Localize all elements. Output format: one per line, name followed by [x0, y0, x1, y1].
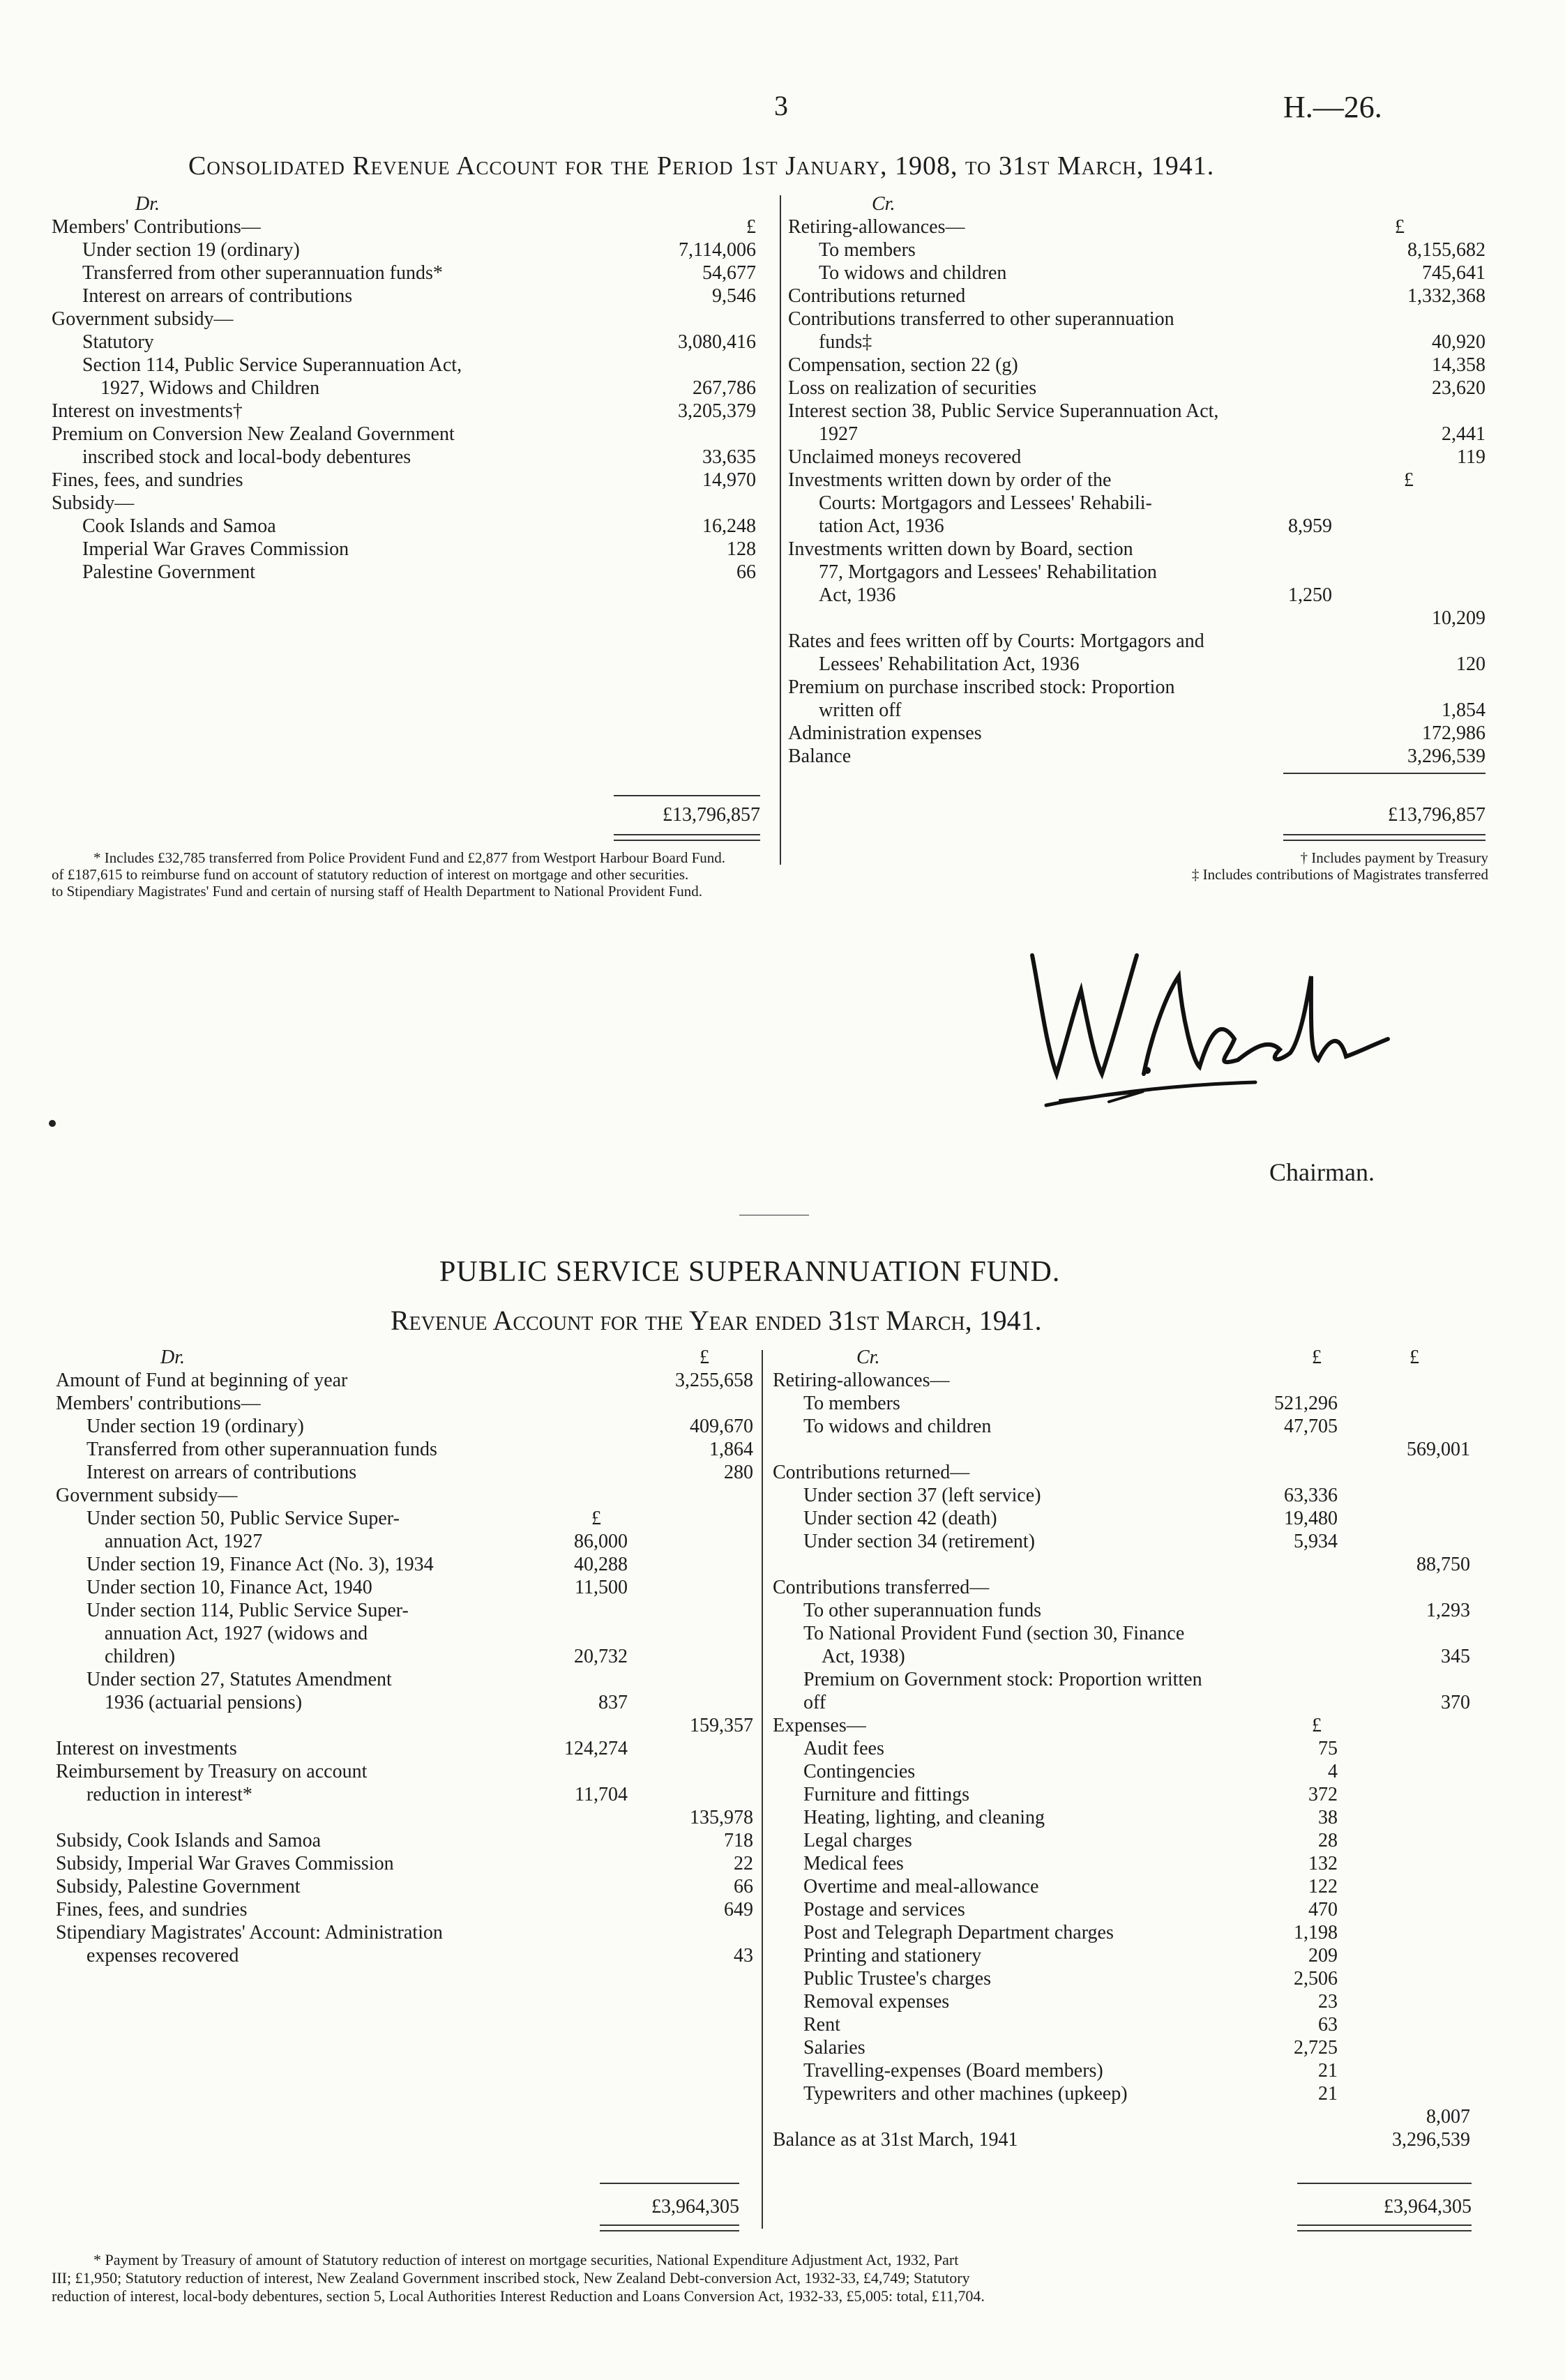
currency-symbol: £	[1312, 1715, 1322, 1736]
section-heading: Government subsidy—	[56, 1485, 238, 1506]
section-heading: Contributions transferred—	[773, 1577, 990, 1598]
currency-symbol: £	[700, 1347, 709, 1368]
expense-row	[773, 1898, 1470, 1921]
double-rule	[600, 2224, 739, 2231]
rule	[1283, 773, 1485, 774]
double-rule	[1297, 2224, 1472, 2231]
line-label: Amount of Fund at beginning of year	[56, 1370, 348, 1391]
line-label: annuation Act, 1927 (widows and	[105, 1623, 368, 1644]
expense-row	[773, 1967, 1470, 1990]
line-value: 7,114,006	[679, 239, 756, 261]
line-label: Under section 50, Public Service Super-	[86, 1508, 400, 1529]
line-label: children)	[105, 1646, 176, 1667]
line-value: 11,500	[575, 1577, 628, 1598]
expense-value: 122	[1308, 1876, 1338, 1897]
subtotal-value: 88,750	[1416, 1554, 1470, 1575]
fund-title: PUBLIC SERVICE SUPERANNUATION FUND.	[439, 1256, 1061, 1288]
line-value: 14,358	[1432, 354, 1485, 376]
expense-row	[773, 1944, 1470, 1967]
line-value: 22	[734, 1853, 753, 1874]
line-value: 47,705	[1284, 1416, 1338, 1437]
expense-label: Typewriters and other machines (upkeep)	[803, 2083, 1128, 2105]
line-label: Premium on Government stock: Proportion written	[803, 1669, 1202, 1690]
section-heading: Retiring-allowances—	[788, 216, 965, 238]
cr-label: Cr.	[856, 1347, 880, 1368]
line-value: 2,441	[1442, 423, 1485, 445]
line-label: Under section 19 (ordinary)	[86, 1416, 304, 1437]
line-value: 409,670	[690, 1416, 753, 1437]
line-label: Under section 10, Finance Act, 1940	[86, 1577, 372, 1598]
footnote: * Payment by Treasury of amount of Statutory reduction of interest on mortgage securities, National Expenditure Adjustment Act, 1932, Part	[93, 2251, 959, 2268]
line-label: Balance	[788, 745, 852, 767]
line-label: Contributions returned	[788, 285, 966, 307]
line-label: Subsidy, Palestine Government	[56, 1876, 301, 1897]
line-value: 128	[727, 538, 756, 560]
section-heading: Members' Contributions—	[52, 216, 261, 238]
line-value: 649	[724, 1899, 753, 1920]
line-value: 3,255,658	[675, 1370, 753, 1391]
line-value: 119	[1457, 446, 1485, 468]
subtotal-value: 10,209	[1432, 607, 1485, 629]
line-value: 718	[724, 1830, 753, 1851]
line-value: 66	[734, 1876, 753, 1897]
footnote: † Includes payment by Treasury	[1300, 849, 1488, 866]
line-value: 66	[736, 561, 756, 583]
section-heading: Retiring-allowances—	[773, 1370, 950, 1391]
fund-cr-total: £3,964,305	[1384, 2196, 1472, 2218]
footnote: ‡ Includes contributions of Magistrates transferred	[1191, 866, 1488, 883]
line-label: To members	[803, 1393, 900, 1414]
line-label: funds‡	[819, 331, 872, 353]
expense-value: 372	[1308, 1784, 1338, 1805]
line-label: 1927	[819, 423, 858, 445]
line-label: Statutory	[82, 331, 154, 353]
line-value: 1,332,368	[1407, 285, 1485, 307]
expense-label: Removal expenses	[803, 1991, 950, 2013]
footnote: of £187,615 to reimburse fund on account of statutory reduction of interest on mortgage and other securities.	[52, 866, 689, 883]
currency-symbol: £	[746, 216, 756, 238]
line-value: 837	[598, 1692, 628, 1713]
line-label: reduction in interest*	[86, 1784, 252, 1805]
section-heading: Members' contributions—	[56, 1393, 261, 1414]
expense-row	[773, 1829, 1470, 1852]
expense-value: 23	[1318, 1991, 1338, 2013]
line-label: Subsidy, Imperial War Graves Commission	[56, 1853, 394, 1874]
line-value: 14,970	[702, 469, 756, 491]
line-value: 8,155,682	[1407, 239, 1485, 261]
line-value: 5,934	[1294, 1531, 1338, 1552]
line-value: 345	[1441, 1646, 1470, 1667]
line-value: 172,986	[1422, 722, 1485, 744]
subtotal-value: 135,978	[690, 1807, 753, 1828]
currency-symbol: £	[591, 1508, 601, 1529]
line-value: 3,296,539	[1392, 2129, 1470, 2151]
section-heading: Government subsidy—	[52, 308, 234, 330]
line-label: Act, 1936	[819, 584, 896, 606]
line-value: 3,296,539	[1407, 745, 1485, 767]
fund-subtitle: Revenue Account for the Year ended 31st March, 1941.	[391, 1305, 1042, 1336]
line-label: Under section 27, Statutes Amendment	[86, 1669, 392, 1690]
line-label: tation Act, 1936	[819, 515, 944, 537]
signature	[1004, 934, 1395, 1116]
line-label: Under section 114, Public Service Super-	[86, 1600, 409, 1621]
line-value: 43	[734, 1945, 753, 1966]
consolidated-cr-total: £13,796,857	[1388, 804, 1485, 826]
line-label: To members	[819, 239, 916, 261]
fund-footnote	[52, 2251, 1488, 2305]
expense-label: Postage and services	[803, 1899, 965, 1920]
line-value: 23,620	[1432, 377, 1485, 399]
line-label: Interest on arrears of contributions	[86, 1462, 357, 1483]
footnote: III; £1,950; Statutory reduction of interest, New Zealand Government inscribed stock, New Zealand Debt-conversion Act, 1932-33, £4,749; Statutory	[52, 2269, 970, 2287]
expense-label: Audit fees	[803, 1738, 884, 1759]
line-value: 11,704	[575, 1784, 628, 1805]
double-rule	[614, 834, 760, 841]
expense-row	[773, 2013, 1470, 2036]
line-label: Compensation, section 22 (g)	[788, 354, 1018, 376]
line-label: annuation Act, 1927	[105, 1531, 263, 1552]
expense-label: Rent	[803, 2014, 840, 2036]
bullet-mark	[49, 1120, 56, 1127]
line-value: 267,786	[693, 377, 756, 399]
section-heading: Expenses—	[773, 1715, 866, 1736]
footnotes	[52, 849, 1488, 900]
expense-label: Post and Telegraph Department charges	[803, 1922, 1114, 1943]
line-label: Under section 19, Finance Act (No. 3), 1934	[86, 1554, 434, 1575]
line-label: To other superannuation funds	[803, 1600, 1041, 1621]
line-value: 521,296	[1274, 1393, 1338, 1414]
line-label: To National Provident Fund (section 30, Finance	[803, 1623, 1185, 1644]
expenses-list	[773, 1737, 1470, 2105]
rule	[614, 795, 760, 796]
line-label: Premium on purchase inscribed stock: Proportion	[788, 676, 1175, 698]
line-label: 1927, Widows and Children	[100, 377, 320, 399]
line-value: 40,288	[574, 1554, 628, 1575]
subtotal-value: 569,001	[1407, 1439, 1470, 1460]
expense-label: Heating, lighting, and cleaning	[803, 1807, 1045, 1828]
line-label: Cook Islands and Samoa	[82, 515, 276, 537]
expense-row	[773, 1806, 1470, 1829]
rule	[1297, 2183, 1472, 2184]
line-value: 40,920	[1432, 331, 1485, 353]
subtotal-value: 159,357	[690, 1715, 753, 1736]
expense-row	[773, 1783, 1470, 1806]
line-value: 124,274	[564, 1738, 628, 1759]
double-rule	[1283, 834, 1485, 841]
page-number: 3	[774, 90, 788, 121]
line-label: written off	[819, 699, 902, 721]
expense-label: Printing and stationery	[803, 1945, 982, 1966]
chairman-label: Chairman.	[1269, 1158, 1375, 1186]
line-label: Premium on Conversion New Zealand Government	[52, 423, 455, 445]
fund-dr-column	[56, 1346, 753, 1967]
line-label: Fines, fees, and sundries	[52, 469, 243, 491]
line-value: 16,248	[702, 515, 756, 537]
expense-value: 21	[1318, 2083, 1338, 2105]
currency-symbol: £	[1395, 216, 1405, 238]
expense-row	[773, 1921, 1470, 1944]
line-label: Transferred from other superannuation funds*	[82, 262, 443, 284]
line-value: 20,732	[574, 1646, 628, 1667]
currency-symbol: £	[1312, 1347, 1322, 1368]
line-label: expenses recovered	[86, 1945, 239, 1966]
line-label: Fines, fees, and sundries	[56, 1899, 248, 1920]
line-label: Lessees' Rehabilitation Act, 1936	[819, 653, 1080, 675]
line-label: Interest on arrears of contributions	[82, 285, 353, 307]
line-label: To widows and children	[819, 262, 1007, 284]
line-label: Act, 1938)	[822, 1646, 905, 1667]
line-label: Under section 19 (ordinary)	[82, 239, 300, 261]
expense-row	[773, 1852, 1470, 1875]
expense-row	[773, 2059, 1470, 2082]
column-divider	[762, 1350, 763, 2229]
expense-value: 470	[1308, 1899, 1338, 1920]
expense-row	[773, 1990, 1470, 2013]
line-label: To widows and children	[803, 1416, 992, 1437]
line-value: 280	[724, 1462, 753, 1483]
line-label: Under section 34 (retirement)	[803, 1531, 1035, 1552]
line-value: 1,293	[1426, 1600, 1470, 1621]
line-label: 77, Mortgagors and Lessees' Rehabilitation	[819, 561, 1157, 583]
line-label: Subsidy, Cook Islands and Samoa	[56, 1830, 322, 1851]
dr-label: Dr.	[135, 193, 160, 215]
expense-label: Salaries	[803, 2037, 865, 2059]
line-label: Investments written down by order of the	[788, 469, 1112, 491]
subtotal-value: 8,007	[1426, 2106, 1470, 2128]
line-value: 1,854	[1442, 699, 1485, 721]
line-label: Rates and fees written off by Courts: Mortgagors and	[788, 630, 1204, 652]
expense-label: Legal charges	[803, 1830, 912, 1851]
expense-value: 2,725	[1294, 2037, 1338, 2059]
line-label: Transferred from other superannuation funds	[86, 1439, 437, 1460]
expense-value: 28	[1318, 1830, 1338, 1851]
line-value: 370	[1441, 1692, 1470, 1713]
expense-label: Public Trustee's charges	[803, 1968, 991, 1989]
line-label: Palestine Government	[82, 561, 256, 583]
line-label: Under section 42 (death)	[803, 1508, 997, 1529]
expense-value: 75	[1318, 1738, 1338, 1759]
line-value: 54,677	[702, 262, 756, 284]
expense-value: 21	[1318, 2060, 1338, 2082]
line-label: Interest on investments†	[52, 400, 243, 422]
line-value: 19,480	[1284, 1508, 1338, 1529]
line-label: Loss on realization of securities	[788, 377, 1037, 399]
footnote: * Includes £32,785 transferred from Police Provident Fund and £2,877 from Westport Harbour Board Fund.	[93, 849, 726, 866]
line-value: 1,864	[709, 1439, 753, 1460]
fund-cr-column	[773, 1346, 1470, 2151]
line-label: Interest on investments	[56, 1738, 237, 1759]
currency-symbol: £	[1404, 469, 1414, 491]
line-value: 8,959	[1288, 515, 1332, 537]
line-label: Contributions transferred to other superannuation	[788, 308, 1174, 330]
expense-value: 2,506	[1294, 1968, 1338, 1989]
consolidated-cr-column	[788, 192, 1485, 768]
line-label: Interest section 38, Public Service Superannuation Act,	[788, 400, 1219, 422]
footnote: to Stipendiary Magistrates' Fund and certain of nursing staff of Health Department to National Provident Fund.	[52, 883, 703, 900]
column-divider	[780, 195, 781, 865]
line-label: inscribed stock and local-body debentures	[82, 446, 411, 468]
expense-value: 63	[1318, 2014, 1338, 2036]
line-label: Under section 37 (left service)	[803, 1485, 1041, 1506]
line-label: Section 114, Public Service Superannuation Act,	[82, 354, 462, 376]
section-heading: Subsidy—	[52, 492, 135, 514]
fund-dr-total: £3,964,305	[651, 2196, 739, 2218]
expense-value: 38	[1318, 1807, 1338, 1828]
dr-label: Dr.	[160, 1347, 186, 1368]
currency-symbol: £	[1409, 1347, 1419, 1368]
expense-label: Furniture and fittings	[803, 1784, 969, 1805]
expense-value: 1,198	[1294, 1922, 1338, 1943]
line-label: Balance as at 31st March, 1941	[773, 2129, 1018, 2151]
line-value: 9,546	[712, 285, 756, 307]
footnote: reduction of interest, local-body debentures, section 5, Local Authorities Interest Reduction and Loans Conversion Act, 1932-33, £5,005: total, £11,704.	[52, 2287, 985, 2305]
line-value: 1,250	[1288, 584, 1332, 606]
line-label: Imperial War Graves Commission	[82, 538, 349, 560]
expense-label: Travelling-expenses (Board members)	[803, 2060, 1103, 2082]
line-label: Stipendiary Magistrates' Account: Administration	[56, 1922, 443, 1943]
line-label: Unclaimed moneys recovered	[788, 446, 1022, 468]
line-label: Reimbursement by Treasury on account	[56, 1761, 368, 1782]
rule	[600, 2183, 739, 2184]
line-label: Administration expenses	[788, 722, 982, 744]
expense-value: 209	[1308, 1945, 1338, 1966]
line-value: 3,080,416	[678, 331, 756, 353]
consolidated-dr-total: £13,796,857	[663, 804, 760, 826]
line-value: 120	[1456, 653, 1485, 675]
document-reference: H.—26.	[1283, 90, 1382, 124]
cr-label: Cr.	[872, 193, 895, 215]
line-value: 33,635	[702, 446, 756, 468]
section-heading: Contributions returned—	[773, 1462, 970, 1483]
line-value: 3,205,379	[678, 400, 756, 422]
expense-label: Contingencies	[803, 1761, 916, 1782]
line-label: 1936 (actuarial pensions)	[105, 1692, 303, 1713]
line-label: off	[803, 1692, 826, 1713]
expense-value: 132	[1308, 1853, 1338, 1874]
expense-label: Overtime and meal-allowance	[803, 1876, 1039, 1897]
expense-value: 4	[1328, 1761, 1338, 1782]
expense-row	[773, 2036, 1470, 2059]
line-value: 63,336	[1284, 1485, 1338, 1506]
expense-row	[773, 1760, 1470, 1783]
line-value: 745,641	[1422, 262, 1485, 284]
line-value: 86,000	[574, 1531, 628, 1552]
line-label: Investments written down by Board, section	[788, 538, 1133, 560]
consolidated-dr-column	[52, 192, 756, 584]
expense-row	[773, 2082, 1470, 2105]
line-label: Courts: Mortgagors and Lessees' Rehabili-	[819, 492, 1152, 514]
expense-label: Medical fees	[803, 1853, 904, 1874]
consolidated-account-title: Consolidated Revenue Account for the Period 1st January, 1908, to 31st March, 1941.	[188, 151, 1215, 181]
expense-row	[773, 1875, 1470, 1898]
expense-row	[773, 1737, 1470, 1760]
